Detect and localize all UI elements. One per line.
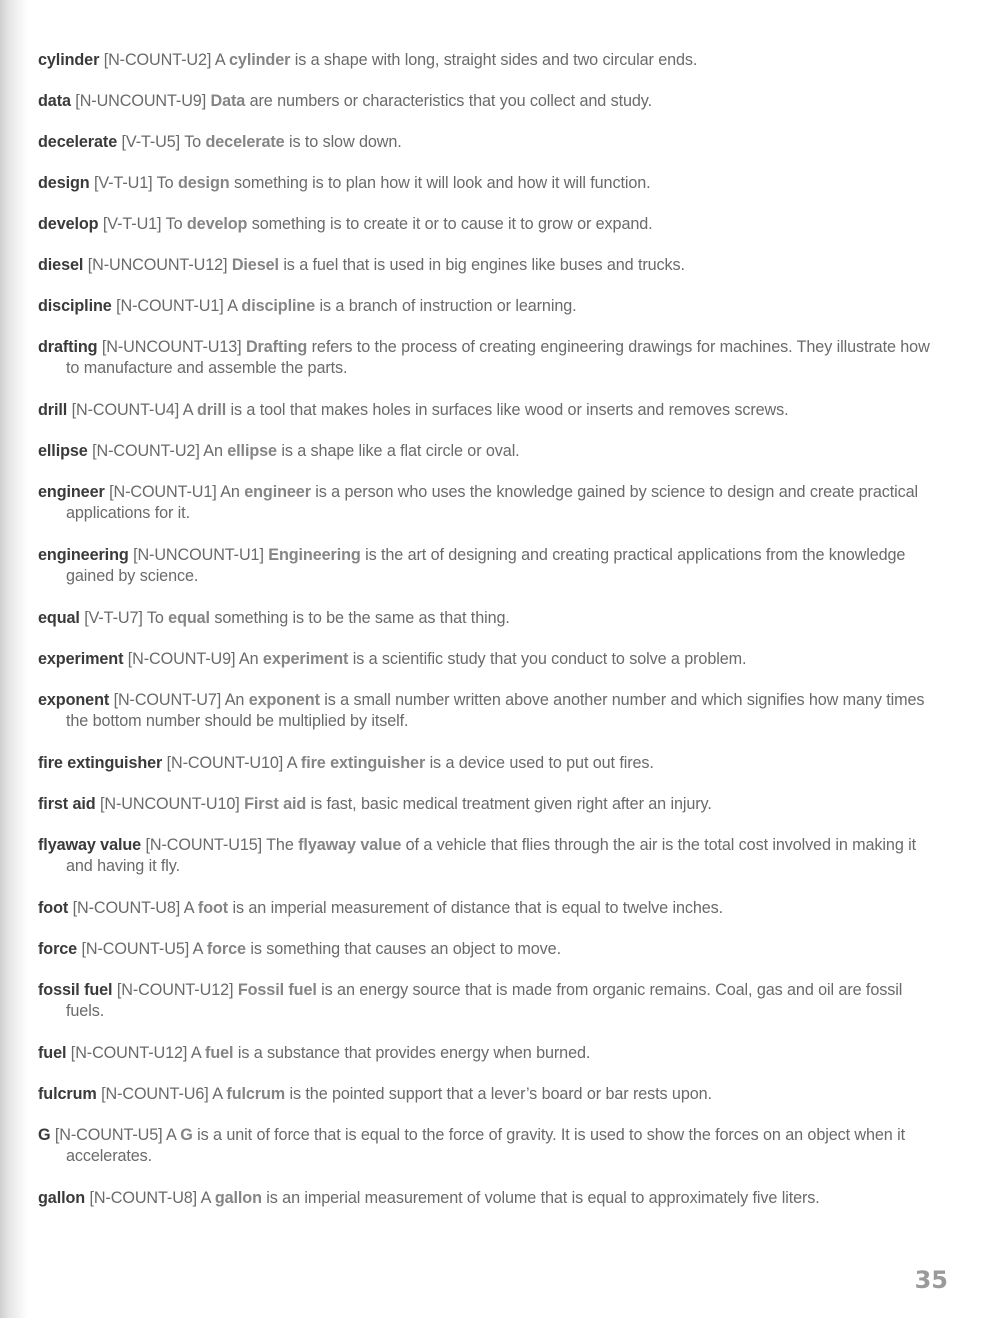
entry-article: An bbox=[220, 483, 245, 501]
entry-headword: fulcrum bbox=[38, 1085, 97, 1103]
page-number: 35 bbox=[914, 1266, 948, 1294]
page-binding-shadow bbox=[0, 0, 28, 1318]
entry-term: decelerate bbox=[205, 133, 285, 151]
entry-headword: drafting bbox=[38, 338, 98, 356]
entry-article: A bbox=[182, 401, 197, 419]
entry-definition: is a scientific study that you conduct to solve a problem. bbox=[352, 650, 747, 668]
entry-article: A bbox=[183, 899, 198, 917]
entry-definition: something is to create it or to cause it to grow or expand. bbox=[251, 215, 653, 233]
glossary-entry bbox=[38, 482, 938, 524]
entry-definition: is the pointed support that a lever’s board or bar rests upon. bbox=[289, 1085, 712, 1103]
entry-headword: exponent bbox=[38, 691, 110, 709]
entry-part-of-speech: [V-T-U1] bbox=[93, 174, 153, 192]
entry-article: A bbox=[214, 51, 230, 69]
entry-term: exponent bbox=[248, 691, 320, 709]
entry-headword: cylinder bbox=[38, 51, 100, 69]
entry-definition: something is to be the same as that thing. bbox=[214, 609, 510, 627]
entry-article: A bbox=[200, 1189, 215, 1207]
entry-term: engineer bbox=[244, 483, 311, 501]
entry-definition: is a unit of force that is equal to the force of gravity. It is used to show the forces on an object when it accelerates. bbox=[66, 1126, 905, 1165]
entry-article: To bbox=[184, 133, 206, 151]
entry-definition: is a substance that provides energy when burned. bbox=[237, 1044, 591, 1062]
entry-part-of-speech: [N-COUNT-U4] bbox=[71, 401, 180, 419]
entry-definition: refers to the process of creating engineering drawings for machines. They illustrate how to manufacture and assemble the parts. bbox=[66, 338, 930, 377]
entry-headword: foot bbox=[38, 899, 69, 917]
entry-term: Data bbox=[210, 92, 246, 110]
entry-part-of-speech: [N-COUNT-U8] bbox=[89, 1189, 198, 1207]
entry-article: A bbox=[190, 1044, 206, 1062]
entry-article: To bbox=[146, 609, 169, 627]
entry-headword: discipline bbox=[38, 297, 112, 315]
entry-part-of-speech: [N-COUNT-U15] bbox=[145, 836, 263, 854]
entry-part-of-speech: [N-UNCOUNT-U10] bbox=[99, 795, 240, 813]
entry-part-of-speech: [N-COUNT-U7] bbox=[113, 691, 222, 709]
glossary-entry bbox=[38, 753, 938, 774]
entry-part-of-speech: [N-COUNT-U9] bbox=[127, 650, 236, 668]
entry-headword: decelerate bbox=[38, 133, 118, 151]
entry-headword: fuel bbox=[38, 1044, 67, 1062]
entry-definition: something is to plan how it will look and how it will function. bbox=[233, 174, 651, 192]
entry-term: foot bbox=[197, 899, 229, 917]
glossary-entry bbox=[38, 1125, 938, 1167]
entry-part-of-speech: [N-COUNT-U12] bbox=[116, 981, 234, 999]
entry-term: fulcrum bbox=[226, 1085, 286, 1103]
entry-headword: develop bbox=[38, 215, 99, 233]
entry-headword: gallon bbox=[38, 1189, 86, 1207]
entry-article: To bbox=[165, 215, 187, 233]
entry-part-of-speech: [N-COUNT-U2] bbox=[92, 442, 200, 460]
entry-headword: first aid bbox=[38, 795, 96, 813]
entry-definition: is an imperial measurement of volume that is equal to approximately five liters. bbox=[266, 1189, 820, 1207]
glossary-entry bbox=[38, 173, 938, 194]
glossary-entry bbox=[38, 400, 938, 421]
entry-term: develop bbox=[186, 215, 248, 233]
entry-part-of-speech: [V-T-U5] bbox=[121, 133, 181, 151]
entry-term: Drafting bbox=[245, 338, 308, 356]
entry-definition: are numbers or characteristics that you collect and study. bbox=[249, 92, 652, 110]
glossary-entry bbox=[38, 545, 938, 587]
entry-article: A bbox=[166, 1126, 181, 1144]
entry-definition: is a small number written above another number and which signifies how many times the bottom number should be multiplied by itself. bbox=[66, 691, 925, 730]
glossary-entry bbox=[38, 1084, 938, 1105]
entry-part-of-speech: [N-COUNT-U12] bbox=[70, 1044, 188, 1062]
entry-article: A bbox=[192, 940, 207, 958]
entry-term: G bbox=[180, 1126, 193, 1144]
entry-definition: is to slow down. bbox=[288, 133, 402, 151]
entry-term: ellipse bbox=[227, 442, 277, 460]
glossary-entry bbox=[38, 255, 938, 276]
entry-term: Engineering bbox=[268, 546, 361, 564]
glossary-entry bbox=[38, 794, 938, 815]
entry-definition: is something that causes an object to move. bbox=[250, 940, 561, 958]
entry-term: fire extinguisher bbox=[300, 754, 426, 772]
glossary-entry bbox=[38, 337, 938, 379]
entry-term: First aid bbox=[244, 795, 307, 813]
glossary-entry bbox=[38, 1188, 938, 1209]
glossary-entry bbox=[38, 1043, 938, 1064]
glossary-entry bbox=[38, 690, 938, 732]
entry-article: An bbox=[224, 691, 249, 709]
entry-part-of-speech: [N-COUNT-U10] bbox=[166, 754, 284, 772]
entry-term: fuel bbox=[205, 1044, 234, 1062]
entry-part-of-speech: [V-T-U7] bbox=[84, 609, 143, 627]
entry-term: Fossil fuel bbox=[237, 981, 317, 999]
glossary-list bbox=[38, 50, 938, 1229]
entry-definition: is a shape with long, straight sides and two circular ends. bbox=[294, 51, 698, 69]
entry-headword: data bbox=[38, 92, 71, 110]
entry-headword: fire extinguisher bbox=[38, 754, 163, 772]
entry-part-of-speech: [N-UNCOUNT-U12] bbox=[87, 256, 228, 274]
entry-article: The bbox=[266, 836, 299, 854]
entry-part-of-speech: [N-COUNT-U1] bbox=[116, 297, 224, 315]
entry-term: force bbox=[206, 940, 246, 958]
entry-term: drill bbox=[196, 401, 227, 419]
entry-article: A bbox=[212, 1085, 227, 1103]
entry-part-of-speech: [N-COUNT-U2] bbox=[103, 51, 212, 69]
entry-definition: is a shape like a flat circle or oval. bbox=[281, 442, 520, 460]
entry-headword: force bbox=[38, 940, 78, 958]
entry-term: discipline bbox=[241, 297, 316, 315]
glossary-entry bbox=[38, 649, 938, 670]
entry-article: An bbox=[203, 442, 228, 460]
entry-definition: is fast, basic medical treatment given right after an injury. bbox=[310, 795, 712, 813]
glossary-entry bbox=[38, 132, 938, 153]
entry-term: Diesel bbox=[231, 256, 279, 274]
entry-headword: experiment bbox=[38, 650, 124, 668]
entry-part-of-speech: [N-COUNT-U8] bbox=[72, 899, 181, 917]
entry-headword: engineering bbox=[38, 546, 129, 564]
entry-term: design bbox=[177, 174, 230, 192]
entry-headword: fossil fuel bbox=[38, 981, 113, 999]
entry-definition: is a device used to put out fires. bbox=[429, 754, 654, 772]
entry-article: To bbox=[156, 174, 178, 192]
glossary-entry bbox=[38, 608, 938, 629]
entry-term: cylinder bbox=[229, 51, 291, 69]
entry-part-of-speech: [N-UNCOUNT-U1] bbox=[133, 546, 264, 564]
entry-definition: is a branch of instruction or learning. bbox=[319, 297, 577, 315]
glossary-entry bbox=[38, 980, 938, 1022]
glossary-entry bbox=[38, 50, 938, 71]
entry-definition: is a person who uses the knowledge gained by science to design and create practical applications for it. bbox=[66, 483, 919, 522]
entry-headword: drill bbox=[38, 401, 68, 419]
glossary-entry bbox=[38, 91, 938, 112]
glossary-entry bbox=[38, 441, 938, 462]
entry-part-of-speech: [N-UNCOUNT-U13] bbox=[101, 338, 242, 356]
glossary-entry bbox=[38, 214, 938, 235]
glossary-entry bbox=[38, 296, 938, 317]
entry-headword: G bbox=[38, 1126, 51, 1144]
entry-definition: is an energy source that is made from organic remains. Coal, gas and oil are fossil fuels. bbox=[66, 981, 903, 1020]
entry-definition: is a tool that makes holes in surfaces like wood or inserts and removes screws. bbox=[230, 401, 789, 419]
entry-headword: ellipse bbox=[38, 442, 88, 460]
entry-headword: engineer bbox=[38, 483, 105, 501]
entry-headword: design bbox=[38, 174, 90, 192]
entry-term: experiment bbox=[262, 650, 349, 668]
entry-part-of-speech: [V-T-U1] bbox=[102, 215, 162, 233]
entry-article: A bbox=[227, 297, 242, 315]
entry-article: An bbox=[238, 650, 263, 668]
entry-headword: flyaway value bbox=[38, 836, 142, 854]
entry-term: equal bbox=[168, 609, 210, 627]
entry-definition: is the art of designing and creating practical applications from the knowledge gained by science. bbox=[66, 546, 906, 585]
entry-part-of-speech: [N-COUNT-U5] bbox=[54, 1126, 163, 1144]
entry-part-of-speech: [N-COUNT-U1] bbox=[109, 483, 217, 501]
glossary-entry bbox=[38, 835, 938, 877]
glossary-entry bbox=[38, 898, 938, 919]
entry-article: A bbox=[286, 754, 301, 772]
entry-definition: is a fuel that is used in big engines like buses and trucks. bbox=[283, 256, 685, 274]
entry-term: gallon bbox=[214, 1189, 262, 1207]
entry-headword: diesel bbox=[38, 256, 84, 274]
entry-part-of-speech: [N-COUNT-U5] bbox=[81, 940, 190, 958]
entry-part-of-speech: [N-UNCOUNT-U9] bbox=[75, 92, 207, 110]
glossary-entry bbox=[38, 939, 938, 960]
entry-definition: of a vehicle that flies through the air is the total cost involved in making it and having it fly. bbox=[66, 836, 917, 875]
entry-part-of-speech: [N-COUNT-U6] bbox=[101, 1085, 209, 1103]
entry-headword: equal bbox=[38, 609, 80, 627]
entry-definition: is an imperial measurement of distance that is equal to twelve inches. bbox=[232, 899, 724, 917]
entry-term: flyaway value bbox=[298, 836, 402, 854]
